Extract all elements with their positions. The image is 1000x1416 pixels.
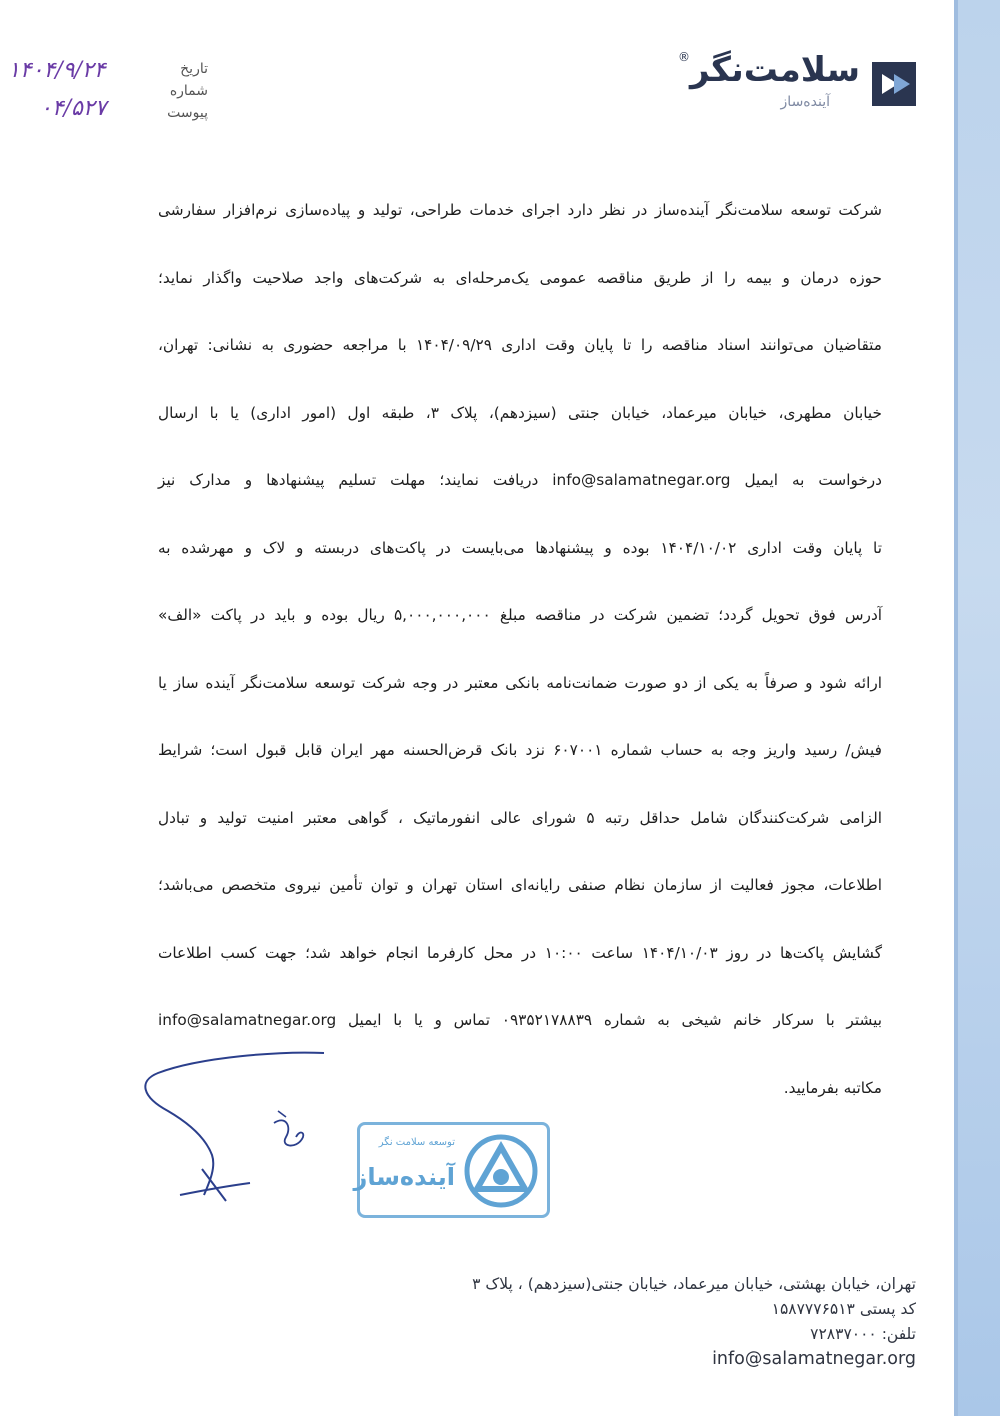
handwritten-date: ۱۴۰۴/۹/۲۴ xyxy=(8,58,106,83)
registered-mark: ® xyxy=(678,50,691,64)
date-label: تاریخ xyxy=(180,61,208,77)
stamp-company-line: توسعه سلامت نگر xyxy=(378,1137,455,1148)
body-line: شرکت توسعه سلامت‌نگر آینده‌ساز در نظر دارد اجرای خدمات طراحی، تولید و پیاده‌سازی نرم‌افزار سفارشی xyxy=(158,201,882,219)
body-line: تا پایان وقت اداری ۱۴۰۴/۱۰/۰۲ بوده و پیشنهادها می‌بایست در پاکت‌های دربسته و لاک و مهرشده به xyxy=(158,538,882,557)
company-stamp xyxy=(353,1122,550,1218)
footer-address: تهران، خیابان بهشتی، خیابان میرعماد، خیابان جنتی(سیزدهم) ، پلاک ۳ xyxy=(472,1275,916,1293)
body-line: فیش/ رسید واریز وجه به حساب شماره ۶۰۷۰۰۱ نزد بانک قرض‌الحسنه مهر ایران قابل قبول است؛ شرایط xyxy=(158,741,882,759)
side-band-edge xyxy=(954,0,958,1416)
page-side-band xyxy=(954,0,1000,1416)
body-line: اطلاعات، مجوز فعالیت از سازمان نظام صنفی رایانه‌ای استان تهران و توان تأمین نیروی متخصص می‌باشد؛ xyxy=(158,876,882,894)
body-line: آدرس فوق تحویل گردد؛ تضمین شرکت در مناقصه مبلغ ۵,۰۰۰,۰۰۰,۰۰۰ ریال بوده و باید در پاکت «الف» xyxy=(158,606,883,624)
body-line: بیشتر با سرکار خانم شیخی به شماره ۰۹۳۵۲۱۷۸۸۳۹ تماس و یا با ایمیل info@salamatnegar.org xyxy=(158,1011,882,1029)
handwritten-letter-number: ۰۴/۵۲۷ xyxy=(40,96,107,121)
footer-email-link[interactable]: info@salamatnegar.org xyxy=(712,1349,916,1369)
body-line: خیابان مطهری، خیابان میرعماد، خیابان جنتی (سیزدهم)، پلاک ۳، طبقه اول (امور اداری) یا با ارسال xyxy=(158,403,882,422)
body-line-closing: مکاتبه بفرمایید. xyxy=(783,1078,882,1097)
footer-postal-code: کد پستی ۱۵۸۷۷۷۶۵۱۳ xyxy=(771,1300,916,1318)
logo-wordmark xyxy=(678,50,860,90)
body-line: درخواست به ایمیل info@salamatnegar.org دریافت نمایند؛ مهلت تسلیم پیشنهادها و مدارک نیز xyxy=(158,471,882,489)
body-line: گشایش پاکت‌ها در روز ۱۴۰۴/۱۰/۰۳ ساعت ۱۰:۰۰ در محل کارفرما انجام خواهد شد؛ جهت کسب اطلاعات xyxy=(158,943,882,962)
footer-phone: تلفن: ۷۲۸۳۷۰۰۰ xyxy=(810,1325,916,1343)
attachment-label: پیوست xyxy=(167,105,208,121)
logo-subtitle: آینده‌ساز xyxy=(780,94,830,110)
body-line: الزامی شرکت‌کنندگان شامل حداقل رتبه ۵ شورای عالی انفورماتیک ، گواهی معتبر امنیت تولید و تبادل xyxy=(158,808,882,827)
number-label: شماره xyxy=(169,83,208,99)
company-emblem-icon xyxy=(463,1133,539,1209)
company-logo xyxy=(640,52,920,116)
letter-body xyxy=(158,190,882,1135)
body-line: متقاضیان می‌توانند اسناد مناقصه را تا پایان وقت اداری ۱۴۰۴/۰۹/۲۹ با مراجعه حضوری به نشانی: تهران، xyxy=(158,336,882,354)
letter-meta-block xyxy=(150,58,208,124)
chevron-mark-icon xyxy=(868,56,920,112)
logo-name-text: سلامت‌نگر xyxy=(690,50,860,90)
letterhead-footer xyxy=(472,1272,916,1372)
body-line: حوزه درمان و بیمه را از طریق مناقصه عمومی یک‌مرحله‌ای به شرکت‌های واجد صلاحیت واگذار نماید؛ xyxy=(158,268,882,287)
handwritten-signature-icon xyxy=(140,1045,330,1210)
body-line: ارائه شود و صرفاً به یکی از دو صورت ضمانت‌نامه بانکی معتبر در وجه شرکت توسعه سلامت‌نگر آینده ساز یا xyxy=(158,673,882,692)
stamp-company-name: آینده‌ساز xyxy=(353,1163,455,1191)
